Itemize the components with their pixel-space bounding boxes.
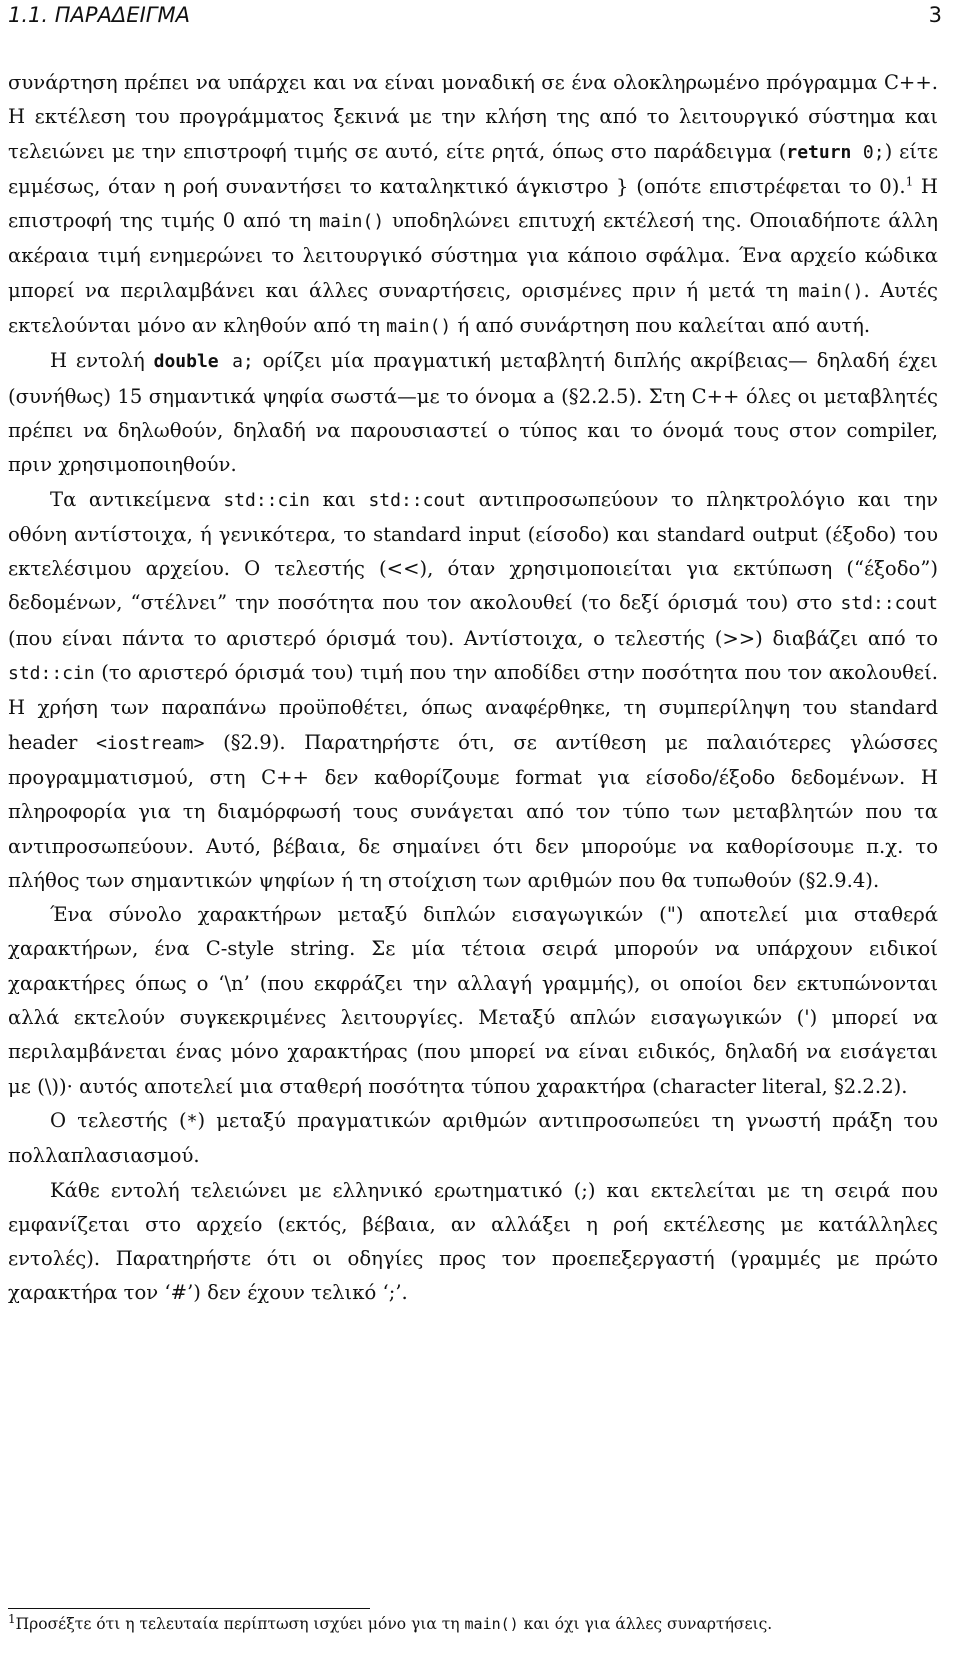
code-cout: std::cout: [840, 593, 938, 615]
code-literal: 0;: [851, 141, 885, 163]
text-run: αντιπροσωπεύουν το πληκτρολόγιο και την οθόνη αντίστοιχα, ή γενικότερα, το standard input (είσοδο) και standard output (έξοδο) του εκτελέσιμου αρχείου. Ο τελεστής (<<), όταν χρησιμοποιείται για εκτύπωση (“έξοδο”) δεδομένων, “στέλνει” την ποσότητα που τον ακολουθεί (το δεξί όρισμά του) στο: [8, 487, 938, 615]
footnote: [8, 1613, 938, 1635]
paragraph-5: [8, 1104, 938, 1174]
paragraph-3: [8, 483, 938, 899]
text-run: υποδηλώνει επιτυχή εκτέλεσή της. Οποιαδήποτε άλλη ακέραια τιμή ενημερώνει το λειτουργικό σύστημα για κάποιο σφάλμα. Ένα αρχείο κώδικα μπορεί να περιλαμβάνει και άλλες συναρτήσεις, ορισμένες πριν ή μετά τη: [8, 209, 939, 302]
code-main: main(): [386, 316, 452, 338]
paragraph-1: [8, 66, 938, 344]
text-run: συνάρτηση πρέπει να υπάρχει και να είναι μοναδική σε ένα ολοκληρωμένο πρόγραμμα C++. Η εκτέλεση του προγράμματος ξεκινά με την κλήση της από το λειτουργικό σύστημα και τελειώνει με την επιστροφή τιμής σε αυτό, είτε ρητά, όπως στο παράδειγμα (: [8, 71, 938, 163]
text-run: ορίζει μία πραγματική μεταβλητή διπλής ακρίβειας— δηλαδή έχει (συνήθως) 15 σημαντικά ψηφία σωστά—με το όνομα a (§2.2.5). Στη C++ όλες οι μεταβλητές πρέπει να δηλωθούν, δηλαδή να παρουσιαστεί ο τύπος και το όνομά τους στον compiler, πριν χρησιμοποιηθούν.: [8, 349, 938, 477]
paragraph-4: Ένα σύνολο χαρακτήρων μεταξύ διπλών εισαγωγικών (") αποτελεί μια σταθερά χαρακτήρων, ένα C-style string. Σε μία τέτοια σειρά μπορούν να υπάρχουν ειδικοί χαρακτήρες όπως ο ‘\n’ (που εκφράζει την αλλαγή γραμμής), οι οποίοι δεν εκτυπώνονται αλλά εκτελούν συγκεκριμένες λειτουργίες. Μεταξύ απλών εισαγωγικών (') μπορεί να περιλαμβάνεται ένας μόνο χαρακτήρας (που μπορεί να είναι ειδικός, δηλαδή να εισάγεται με (\))· αυτός αποτελεί μια σταθερή ποσότητα τύπου χαρακτήρα (character literal, §2.2.2).: [8, 903, 938, 1098]
code-keyword: return: [786, 141, 852, 163]
code-cin: std::cin: [8, 663, 95, 685]
text-run: Τα αντικείμενα: [50, 487, 224, 511]
footnote-reference[interactable]: 1: [905, 174, 914, 189]
text-run: ) είτε εμμέσως, όταν η ροή συναντήσει το καταληκτικό άγκιστρο } (οπότε επιστρέφεται το 0).: [8, 139, 938, 198]
code-header: <iostream>: [96, 732, 205, 754]
text-run: (το αριστερό όρισμά του) τιμή που την αποδίδει στην ποσότητα που τον ακολουθεί. Η χρήση των παραπάνω προϋποθέτει, όπως αναφέρθηκε, τη συμπερίληψη του standard header: [8, 661, 938, 754]
code-main: main(): [464, 1615, 519, 1633]
footnote-text: Προσέξτε ότι η τελευταία περίπτωση ισχύει μόνο για τη: [15, 1615, 465, 1633]
text-run: Η εντολή: [50, 349, 154, 373]
paragraph-2: [8, 344, 938, 482]
text-run: . Αυτές εκτελούνται μόνο αν κληθούν από τη: [8, 278, 938, 338]
code-main: main(): [319, 211, 385, 233]
text-run: Η επιστροφή της τιμής 0 από τη: [8, 174, 938, 233]
code-variable: a;: [218, 351, 254, 373]
text-run: (που είναι πάντα το αριστερό όρισμά του). Αντίστοιχα, ο τελεστής (>>) διαβάζει από το: [8, 626, 938, 650]
footnote-mark: 1: [8, 1611, 16, 1626]
code-main: main(): [798, 280, 864, 302]
text-run: και: [310, 487, 369, 511]
text-run: ) μεταξύ πραγματικών αριθμών αντιπροσωπεύει τη γνωστή πράξη του πολλαπλασιασμού.: [8, 1108, 939, 1168]
main-text: [8, 66, 938, 1311]
footnote-divider: [8, 1608, 370, 1609]
page-number: 3: [928, 3, 942, 27]
code-keyword: double: [153, 351, 219, 373]
text-run: Ο τελεστής (: [50, 1108, 187, 1132]
paragraph-6: Κάθε εντολή τελειώνει με ελληνικό ερωτηματικό (;) και εκτελείται με τη σειρά που εμφανίζεται στο αρχείο (εκτός, βέβαια, αν αλλάξει η ροή εκτέλεσης με κατάλληλες εντολές). Παρατηρήστε ότι οι οδηγίες προς τον προεπεξεργαστή (γραμμές με πρώτο χαρακτήρα τον ‘#’) δεν έχουν τελικό ‘;’.: [8, 1178, 938, 1305]
text-run: (§2.9). Παρατηρήστε ότι, σε αντίθεση με παλαιότερες γλώσσες προγραμματισμού, στη C++ δεν καθορίζουμε format για είσοδο/έξοδο δεδομένων. Η πληροφορία για τη διαμόρφωσή τους συνάγεται από τον τύπο των μεταβλητών που τα αντιπροσωπεύουν. Αυτό, βέβαια, δε σημαίνει ότι δεν μπορούμε να καθορίσουμε π.χ. το πλήθος των σημαντικών ψηφίων ή τη στοίχιση των αριθμών που θα τυπωθούν (§2.9.4).: [8, 730, 938, 892]
code-cin: std::cin: [223, 489, 311, 511]
section-title: 1.1. ΠΑΡΑΔΕΙΓΜΑ: [8, 3, 190, 27]
text-run: ή από συνάρτηση που καλείται από αυτή.: [451, 314, 871, 338]
running-header: [8, 0, 942, 30]
footnote-text: και όχι για άλλες συναρτήσεις.: [518, 1615, 773, 1633]
code-operator: *: [186, 1110, 198, 1132]
code-cout: std::cout: [368, 489, 466, 511]
